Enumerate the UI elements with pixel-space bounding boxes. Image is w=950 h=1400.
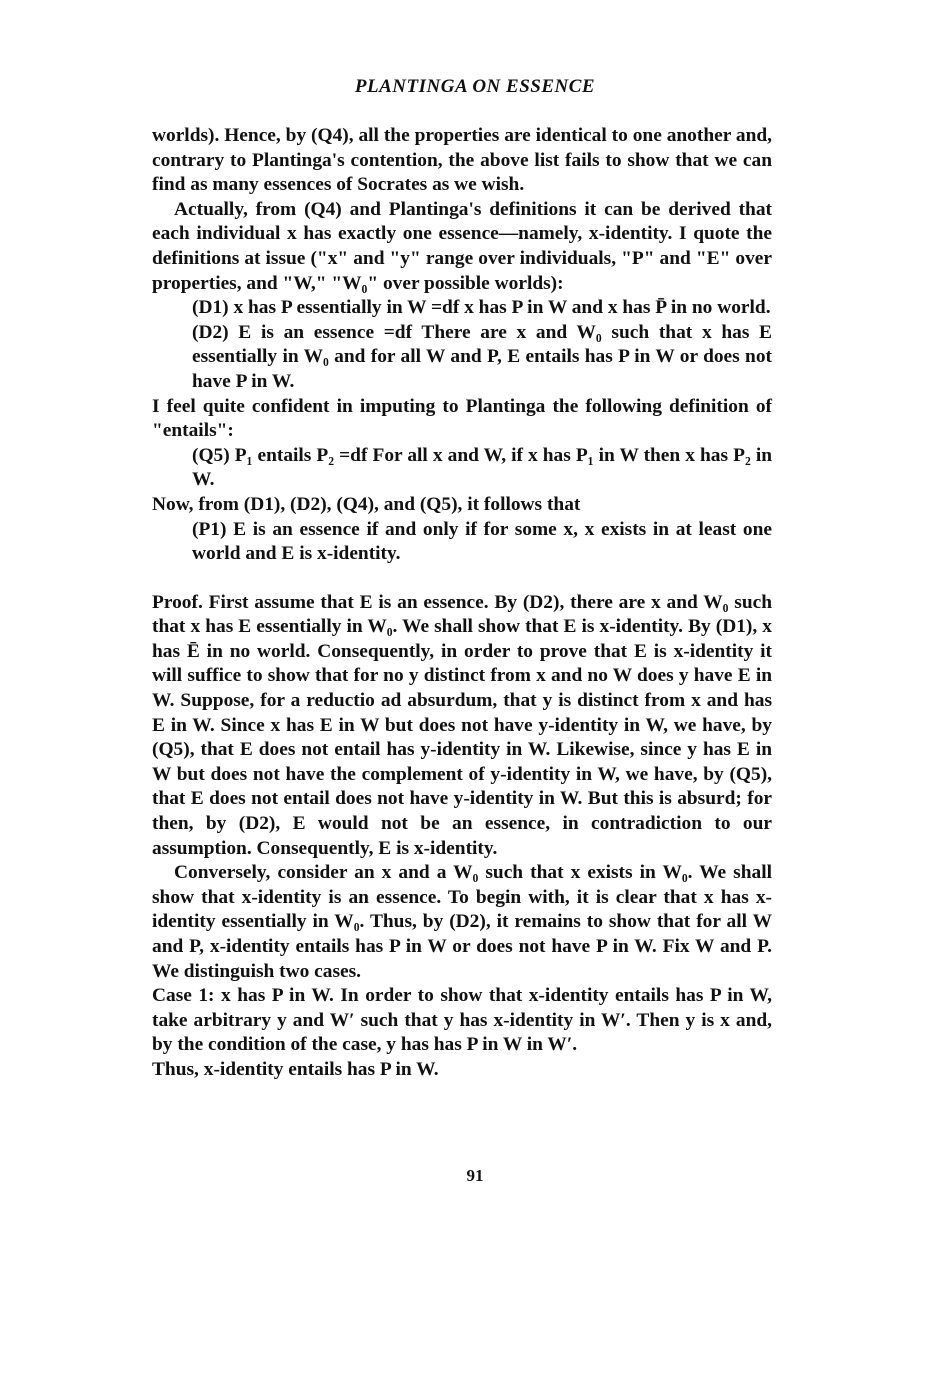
paragraph-4: Now, from (D1), (D2), (Q4), and (Q5), it follows that xyxy=(152,493,581,515)
case-1-paragraph: Case 1: x has P in W. In order to show that x-identity entails has P in W, take arbitrary y and W′ such that y has x-identity in W′. Then y is x and, by the condition of the case, y has has P in W in W′. xyxy=(152,985,772,1056)
running-head: PLANTINGA ON ESSENCE xyxy=(354,76,596,97)
body-text xyxy=(152,124,772,1083)
converse-paragraph: Conversely, consider an x and a W₀ such that x exists in W₀. We shall show that x-identity is an essence. To begin with, it is clear that x has x-identity essentially in W₀. Thus, by (D2), it remains to show that for all W and P, x-identity entails has P in W or does not have P in W. Fix W and P. We distinguish two cases. xyxy=(152,862,772,982)
conclusion-line: Thus, x-identity entails has P in W. xyxy=(152,1058,439,1080)
definition-d2: (D2) E is an essence =df There are x and W₀ such that x has E essentially in W₀ and for all W and P, E entails has P in W or does not have P in W. xyxy=(192,321,772,392)
section-gap xyxy=(152,567,772,591)
proof-paragraph: Proof. First assume that E is an essence. By (D2), there are x and W₀ such that x has E essentially in W₀. We shall show that E is x-identity. By (D1), x has Ē in no world. Consequently, in order to prove that E is x-identity it will suffice to show that for no y distinct from x and no W does y have E in W. Suppose, for a reductio ad absurdum, that y is distinct from x and has E in W. Since x has E in W but does not have y-identity in W, we have, by (Q5), that E does not entail has y-identity in W. Likewise, since y has E in W but does not have the complement of y-identity in W, we have, by (Q5), that E does not entail does not have y-identity in W. But this is absurd; for then, by (D2), E would not be an essence, in contradiction to our assumption. Consequently, E is x-identity. xyxy=(152,591,772,859)
definition-d1: (D1) x has P essentially in W =df x has P in W and x has P̄ in no world. xyxy=(192,297,771,319)
paragraph-2: Actually, from (Q4) and Plantinga's definitions it can be derived that each individual x has exactly one essence—namely, x-identity. I quote the definitions at issue ("x" and "y" range over individuals, "P" and "E" over properties, and "W," "W₀" over possible worlds): xyxy=(152,198,772,294)
paragraph-1: worlds). Hence, by (Q4), all the properties are identical to one another and, contrary to Plantinga's contention, the above list fails to show that we can find as many essences of Socrates as we wish. xyxy=(152,125,772,196)
proposition-p1: (P1) E is an essence if and only if for some x, x exists in at least one world and E is x-identity. xyxy=(192,518,772,565)
definition-q5: (Q5) P₁ entails P₂ =df For all x and W, if x has P₁ in W then x has P₂ in W. xyxy=(192,444,772,491)
page-number: 91 xyxy=(466,1166,484,1185)
paragraph-3: I feel quite confident in imputing to Plantinga the following definition of "entails": xyxy=(152,395,772,442)
